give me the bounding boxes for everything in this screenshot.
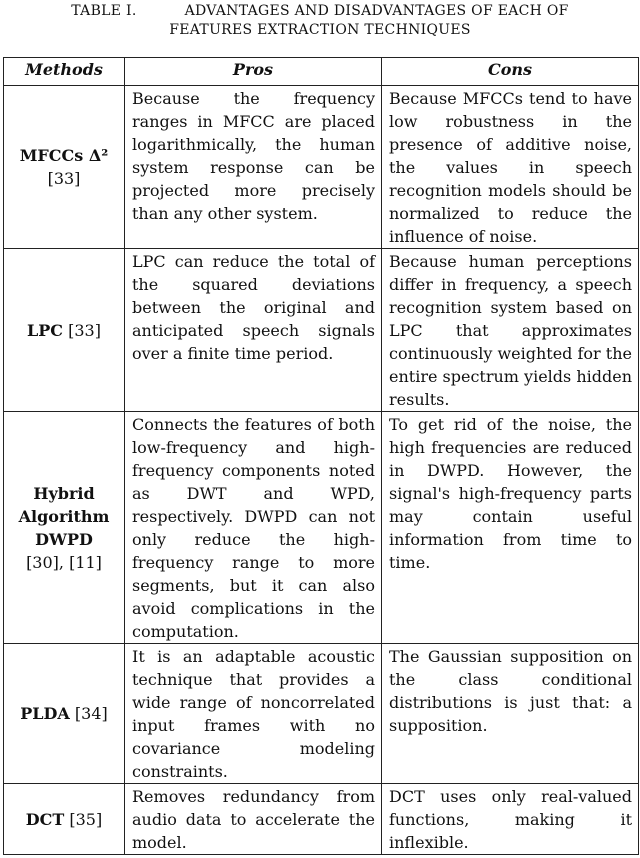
method-name: LPC [27, 320, 64, 340]
header-row [4, 58, 639, 86]
method-ref: [34] [74, 704, 108, 723]
method-name: PLDA [20, 704, 70, 723]
pros-cell: Connects the features of both low-frequency and high-frequency components noted as DWT and WPD, respectively. DWPD can not only reduce the high-frequency range to more segments, but it can also avoid complications in the computation. [125, 412, 382, 644]
pros-cell: It is an adaptable acoustic technique that provides a wide range of noncorrelated input frames with no covariance modeling constraints. [125, 644, 382, 784]
table-title-line-2: FEATURES EXTRACTION TECHNIQUES [169, 22, 471, 38]
header-methods: Methods [4, 58, 125, 86]
pros-cell: Because the frequency ranges in MFCC are placed logarithmically, the human system response can be projected more precisely than any other system. [125, 86, 382, 249]
pros-cell: LPC can reduce the total of the squared deviations between the original and anticipated speech signals over a finite time period. [125, 249, 382, 412]
cons-cell: The Gaussian supposition on the class conditional distributions is just that: a supposition. [382, 644, 639, 784]
method-cell [4, 249, 125, 412]
method-name: Hybrid Algorithm DWPD [18, 483, 110, 549]
table-row [4, 412, 639, 644]
features-table [3, 57, 639, 855]
pros-cell: Removes redundancy from audio data to accelerate the model. [125, 784, 382, 855]
cons-cell: Because MFCCs tend to have low robustness in the presence of additive noise, the values in speech recognition models should be normalized to reduce the influence of noise. [382, 86, 639, 249]
method-ref: [33] [47, 169, 81, 188]
header-pros: Pros [125, 58, 382, 86]
cons-cell: DCT uses only real-valued functions, making it inflexible. [382, 784, 639, 855]
table-row [4, 644, 639, 784]
cons-cell: Because human perceptions differ in frequency, a speech recognition system based on LPC that approximates continuously weighted for the entire spectrum yields hidden results. [382, 249, 639, 412]
table-caption [0, 0, 640, 40]
method-cell [4, 86, 125, 249]
table-row [4, 86, 639, 249]
cons-cell: To get rid of the noise, the high frequencies are reduced in DWPD. However, the signal's high-frequency parts may contain useful information from time to time. [382, 412, 639, 644]
method-name: DCT [25, 809, 65, 829]
method-cell [4, 644, 125, 784]
method-ref: [35] [69, 809, 103, 829]
method-ref: [30], [11] [26, 552, 102, 572]
method-cell [4, 784, 125, 855]
table-title-line-1: ADVANTAGES AND DISADVANTAGES OF EACH OF [184, 3, 569, 19]
table-row [4, 249, 639, 412]
caption-line-1 [0, 2, 640, 21]
table-row [4, 784, 639, 855]
method-cell [4, 412, 125, 644]
table-label: TABLE I. [71, 3, 137, 19]
header-cons: Cons [382, 58, 639, 86]
method-ref: [33] [68, 320, 101, 340]
method-name: MFCCs Δ² [19, 146, 109, 165]
